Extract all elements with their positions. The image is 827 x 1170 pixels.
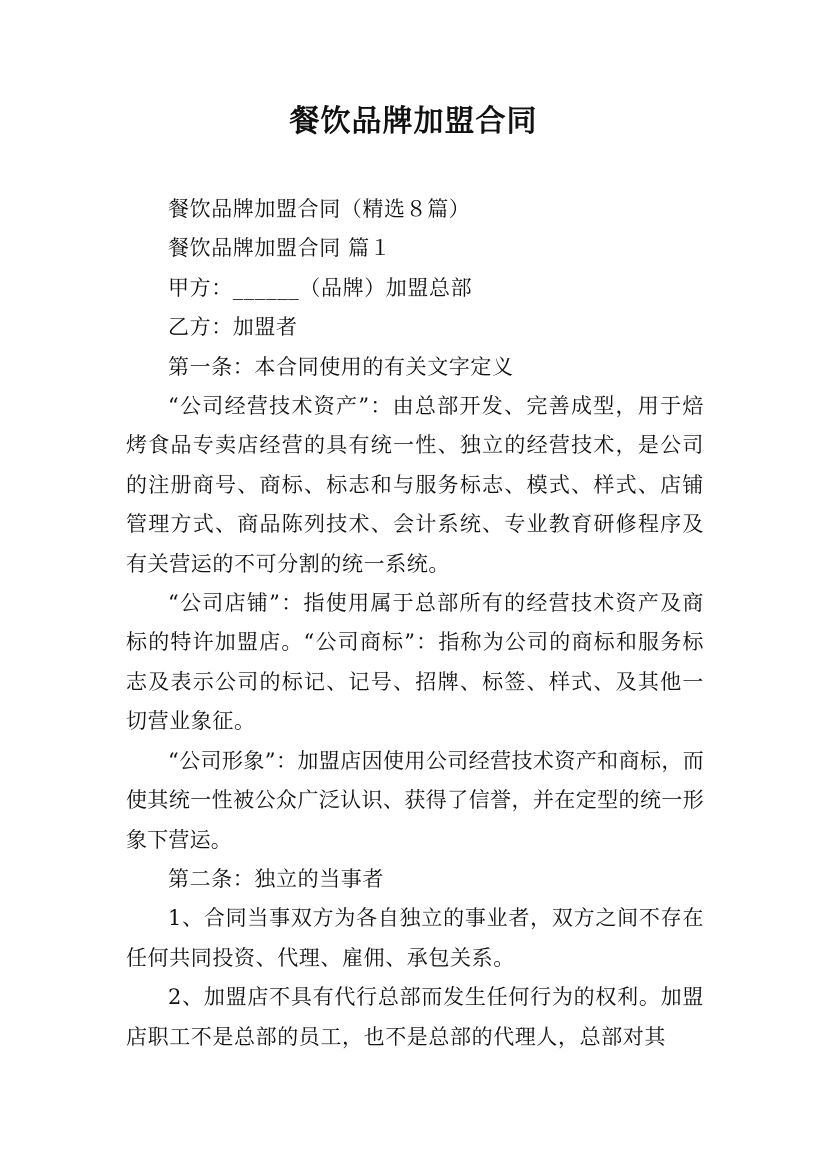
paragraph-clause-2: 2、加盟店不具有代行总部而发生任何行为的权利。加盟店职工不是总部的员工，也不是总部的代理人，总部对其 bbox=[126, 985, 704, 1049]
paragraph-article-2-heading: 第二条：独立的当事者 bbox=[168, 866, 384, 891]
paragraph-party-a: 甲方：______（品牌）加盟总部 bbox=[168, 275, 473, 300]
paragraph-section-heading: 餐饮品牌加盟合同 篇１ bbox=[168, 236, 392, 261]
paragraph-subtitle: 餐饮品牌加盟合同（精选８篇） bbox=[168, 197, 471, 221]
paragraph-definition-company-image: “公司形象”：加盟店因使用公司经营技术资产和商标，而使其统一性被公众广泛认识、获得了信誉，并在定型的统一形象下营运。 bbox=[126, 748, 704, 852]
paragraph-definition-store-and-trademark: “公司店铺”：指使用属于总部所有的经营技术资产及商标的特许加盟店。“公司商标”：指称为公司的商标和服务标志及表示公司的标记、记号、招牌、标签、样式、及其他一切营业象征。 bbox=[126, 591, 704, 734]
paragraph-party-b: 乙方：加盟者 bbox=[168, 315, 298, 340]
paragraph-article-1-heading: 第一条：本合同使用的有关文字定义 bbox=[168, 354, 514, 379]
paragraph-clause-1: 1、合同当事双方为各自独立的事业者，双方之间不存在任何共同投资、代理、雇佣、承包关系。 bbox=[126, 906, 704, 970]
document-body bbox=[126, 190, 704, 1057]
document-title: 餐饮品牌加盟合同 bbox=[289, 104, 538, 139]
paragraph-definition-technical-assets: “公司经营技术资产”：由总部开发、完善成型，用于焙烤食品专卖店经营的具有统一性、独立的经营技术，是公司的注册商号、商标、标志和与服务标志、模式、样式、店铺管理方式、商品陈列技术、会计系统、专业教育研修程序及有关营运的不可分割的统一系统。 bbox=[126, 394, 704, 576]
